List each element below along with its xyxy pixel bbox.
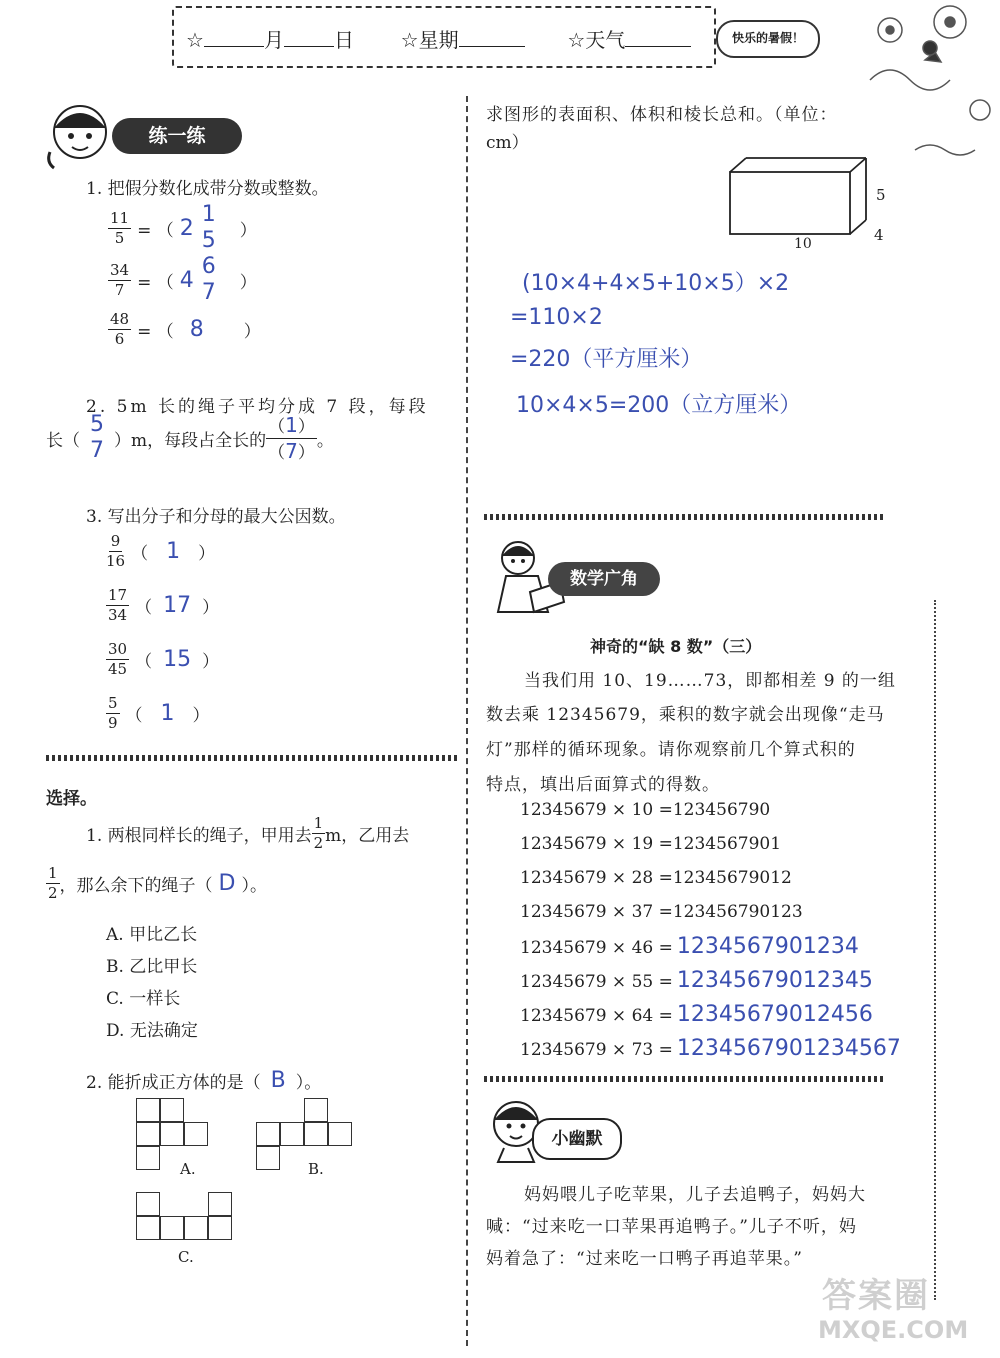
q1-item-1: $\frac{11}{5}$ = （ 2 1 5 ） — [110, 202, 257, 253]
gcd-answer: 1 — [160, 701, 175, 726]
q3-item-3: $\frac{30}{45}$ （ 15 ） — [108, 640, 220, 678]
q2-line1: 2. 5m 长的绳子平均分成 7 段，每段 — [86, 397, 429, 417]
q3-item-4: $\frac{5}{9}$ （ 1 ） — [108, 694, 210, 732]
q1-prompt: 1. 把假分数化成带分数或整数。 — [86, 179, 329, 199]
c1-line1: 1. 两根同样长的绳子，甲用去 $\frac{1}{2}$ m，乙用去 — [86, 814, 410, 852]
c1-option-b: B. 乙比甲长 — [106, 957, 198, 977]
answer-integer: 4 — [179, 267, 194, 293]
page-edge-line — [934, 600, 936, 1300]
humor-badge-label: 小幽默 — [551, 1129, 603, 1149]
cuboid-length-label: 10 — [794, 236, 812, 252]
net-c — [136, 1192, 236, 1244]
answer-integer: 8 — [189, 317, 204, 342]
c1-answer: D — [218, 871, 236, 896]
humor-line-2: 喊：“过来吃一口苹果再追鸭子。”儿子不听，妈 — [486, 1217, 857, 1237]
gcd-answer: 1 — [166, 539, 181, 564]
gcd-answer: 17 — [163, 593, 192, 618]
humor-badge — [532, 1118, 622, 1160]
column-divider — [466, 96, 468, 1346]
plaza-title: 神奇的“缺 8 数”（三） — [590, 637, 762, 656]
work-line-1: (10×4+4×5+10×5）×2 — [522, 271, 790, 296]
month-label: 月 — [263, 28, 284, 52]
weather-label: ☆天气 — [567, 28, 626, 52]
summer-bubble — [716, 20, 820, 58]
box-question-line2: cm） — [486, 133, 529, 153]
plaza-para-3: 灯”那样的循环现象。请你观察前几个算式积的 — [486, 740, 856, 760]
cuboid-height-label: 5 — [876, 186, 886, 204]
net-a-label: A. — [180, 1160, 196, 1178]
equation-row: 12345679 × 37 =123456790123 — [520, 902, 803, 922]
q2-line2: 长（ 5 7 ）m，每段占全长的 $\frac{(1)}{(7)}$ 。 — [46, 412, 334, 463]
equation-row: 12345679 × 28 =12345679012 — [520, 868, 792, 888]
c2-prompt: 2. 能折成正方体的是（ B ）。 — [86, 1068, 322, 1093]
equation-row: 12345679 × 19 =1234567901 — [520, 834, 782, 854]
star-icon: ☆ — [186, 28, 204, 52]
q3-item-1: $\frac{9}{16}$ （ 1 ） — [106, 532, 216, 570]
work-line-4: 10×4×5=200（立方厘米） — [516, 393, 802, 418]
date-header-row — [186, 24, 691, 53]
section-divider — [46, 755, 460, 761]
equation-answer: 1234567901234 — [676, 934, 859, 959]
watermark-logo: 答案圈 — [822, 1276, 930, 1316]
net-b — [256, 1098, 356, 1174]
equation-row: 12345679 × 64 = 12345679012456 — [520, 1002, 873, 1027]
improper-fraction: $\frac{48}{6}$ — [110, 310, 130, 348]
answer-fraction: 1 5 — [201, 202, 216, 253]
day-label: 日 — [333, 28, 354, 52]
equation-answer: 12345679012456 — [676, 1002, 873, 1027]
equation-row: 12345679 × 46 = 1234567901234 — [520, 934, 859, 959]
improper-fraction: $\frac{34}{7}$ — [110, 260, 130, 299]
work-line-2: =110×2 — [510, 305, 603, 330]
section-divider — [484, 1076, 884, 1082]
humor-line-1: 妈妈喂儿子吃苹果，儿子去追鸭子，妈妈大 — [524, 1185, 866, 1205]
equation-row: 12345679 × 55 = 12345679012345 — [520, 968, 873, 993]
practice-badge-label: 练一练 — [148, 125, 206, 147]
equation-answer: 1234567901234567 — [676, 1036, 901, 1061]
net-a — [136, 1098, 216, 1174]
answer-fraction: 6 7 — [201, 254, 216, 305]
c1-option-c: C. 一样长 — [106, 989, 181, 1009]
gcd-answer: 15 — [163, 647, 192, 672]
q2-answer-fraction: 5 7 — [90, 412, 104, 463]
plaza-para-4: 特点，填出后面算式的得数。 — [486, 775, 720, 795]
improper-fraction: $\frac{11}{5}$ — [110, 208, 130, 247]
net-b-label: B. — [308, 1160, 324, 1178]
q1-item-2: $\frac{34}{7}$ = （ 4 6 7 ） — [110, 254, 257, 305]
c1-option-a: A. 甲比乙长 — [106, 925, 198, 945]
answer-integer: 2 — [179, 215, 194, 241]
equation-row: 12345679 × 10 =123456790 — [520, 800, 771, 820]
q1-item-3: $\frac{48}{6}$ = （ 8 ） — [110, 310, 261, 348]
plaza-para-2: 数去乘 12345679，乘积的数字就会出现像“走马 — [486, 705, 885, 725]
choose-title: 选择。 — [46, 789, 97, 809]
q2-share-fraction: $\frac{(1)}{(7)}$ — [268, 412, 315, 463]
practice-badge — [112, 118, 242, 154]
humor-line-3: 妈着急了：“过来吃一口鸭子再追苹果。” — [486, 1249, 803, 1269]
math-plaza-badge-label: 数学广角 — [570, 569, 638, 589]
watermark-url: MXQE.COM — [818, 1316, 969, 1344]
net-c-label: C. — [178, 1248, 194, 1266]
c2-answer: B — [270, 1068, 286, 1093]
cuboid-width-label: 4 — [874, 226, 884, 244]
weekday-label: ☆星期 — [400, 28, 459, 52]
box-question-line1: 求图形的表面积、体积和棱长总和。（单位： — [486, 105, 838, 125]
bubble-text: 快乐的暑假！ — [731, 31, 804, 45]
q3-prompt: 3. 写出分子和分母的最大公因数。 — [86, 507, 346, 527]
work-line-3: =220（平方厘米） — [510, 347, 703, 372]
c1-line2: $\frac{1}{2}$ ，那么余下的绳子（ D ）。 — [48, 864, 267, 902]
math-plaza-badge — [548, 562, 660, 596]
section-divider — [484, 514, 884, 520]
c1-option-d: D. 无法确定 — [106, 1021, 198, 1041]
equation-answer: 12345679012345 — [676, 968, 873, 993]
q3-item-2: $\frac{17}{34}$ （ 17 ） — [108, 586, 220, 624]
plaza-para-1: 当我们用 10、19……73，即都相差 9 的一组 — [524, 671, 896, 691]
girl-illustration — [40, 92, 120, 172]
equation-row: 12345679 × 73 = 1234567901234567 — [520, 1036, 901, 1061]
